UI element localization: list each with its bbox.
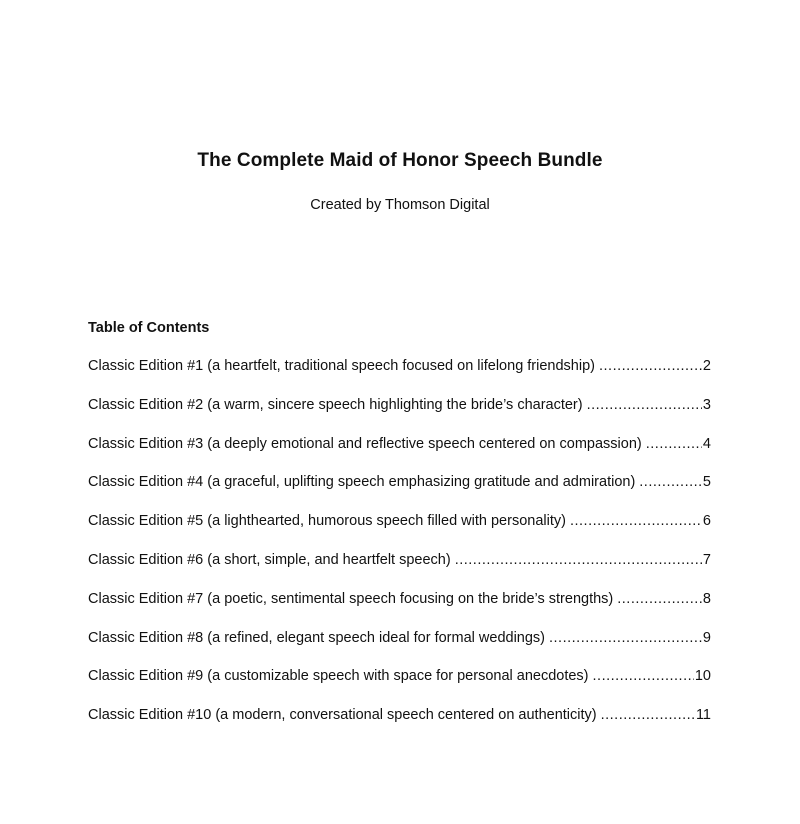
toc-dot-leader xyxy=(639,474,702,490)
toc-dot-leader xyxy=(587,397,702,413)
table-of-contents xyxy=(88,358,711,746)
document-subtitle: Created by Thomson Digital xyxy=(310,197,490,213)
toc-entry-label: Classic Edition #6 (a short, simple, and heartfelt speech) xyxy=(88,551,451,568)
toc-dot-leader xyxy=(570,513,702,529)
toc-entry-page: 2 xyxy=(702,358,711,374)
toc-entry[interactable] xyxy=(88,591,711,630)
toc-dot-leader xyxy=(646,436,702,452)
document-title: The Complete Maid of Honor Speech Bundle xyxy=(197,150,603,171)
toc-entry-label: Classic Edition #7 (a poetic, sentimental speech focusing on the bride’s strengths) xyxy=(88,590,614,607)
toc-entry-page: 8 xyxy=(702,590,711,607)
toc-entry-label: Classic Edition #4 (a graceful, uplifting speech emphasizing gratitude and admiration) xyxy=(88,474,636,491)
toc-entry[interactable] xyxy=(88,707,711,746)
toc-entry[interactable] xyxy=(88,552,711,591)
toc-entry-page: 5 xyxy=(702,474,711,491)
toc-entry-label: Classic Edition #2 (a warm, sincere speech highlighting the bride’s character) xyxy=(88,396,583,413)
toc-entry-label: Classic Edition #5 (a lighthearted, humorous speech filled with personality) xyxy=(88,513,566,530)
toc-dot-leader xyxy=(549,630,702,646)
toc-heading: Table of Contents xyxy=(88,320,210,336)
toc-dot-leader xyxy=(617,591,702,607)
toc-entry[interactable] xyxy=(88,630,711,669)
toc-entry[interactable] xyxy=(88,513,711,552)
toc-entry-page: 10 xyxy=(694,668,711,685)
toc-entry[interactable] xyxy=(88,474,711,513)
toc-entry[interactable] xyxy=(88,358,711,397)
toc-entry-label: Classic Edition #9 (a customizable speech with space for personal anecdotes) xyxy=(88,668,589,685)
toc-dot-leader xyxy=(599,358,702,374)
toc-dot-leader xyxy=(593,668,694,684)
toc-entry-label: Classic Edition #8 (a refined, elegant speech ideal for formal weddings) xyxy=(88,629,545,646)
toc-entry-label: Classic Edition #10 (a modern, conversational speech centered on authenticity) xyxy=(88,707,597,724)
toc-dot-leader xyxy=(601,707,695,723)
toc-entry-label: Classic Edition #3 (a deeply emotional and reflective speech centered on compassion) xyxy=(88,435,642,452)
toc-entry-page: 4 xyxy=(702,435,711,452)
toc-entry[interactable] xyxy=(88,397,711,436)
toc-entry-page: 7 xyxy=(702,551,711,568)
toc-dot-leader xyxy=(455,552,702,568)
toc-entry-page: 9 xyxy=(702,629,711,646)
toc-entry-label: Classic Edition #1 (a heartfelt, traditional speech focused on lifelong friendship) xyxy=(88,358,595,374)
toc-entry[interactable] xyxy=(88,436,711,475)
toc-entry-page: 11 xyxy=(695,707,711,724)
toc-entry[interactable] xyxy=(88,668,711,707)
toc-entry-page: 6 xyxy=(702,513,711,530)
toc-entry-page: 3 xyxy=(702,396,711,413)
